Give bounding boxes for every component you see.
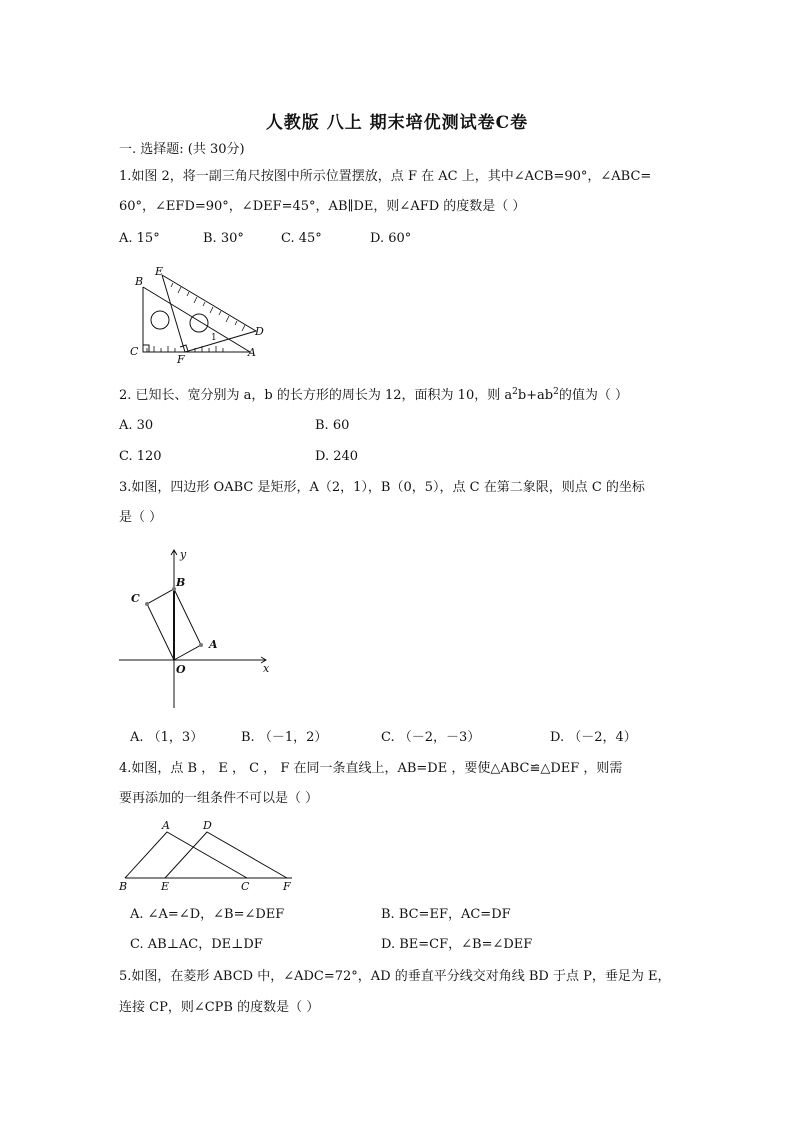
q3-label-y: y bbox=[180, 548, 187, 561]
q1-ruler-hole-right bbox=[190, 314, 208, 332]
q1-triangle-abc bbox=[143, 287, 250, 352]
q4-label-c: C bbox=[241, 880, 250, 893]
q1-option-a: A. 15° bbox=[119, 231, 160, 246]
q4-text-line2: 要再添加的一组条件不可以是（ ） bbox=[119, 791, 319, 806]
q4-option-c: C. AB⊥AC，DE⊥DF bbox=[130, 937, 263, 952]
q1-right-angle-c bbox=[143, 345, 149, 352]
q3-label-c: C bbox=[131, 592, 140, 605]
q4-option-d: D. BE=CF，∠B=∠DEF bbox=[381, 937, 533, 952]
q5-text-line2: 连接 CP，则∠CPB 的度数是（ ） bbox=[119, 1000, 320, 1015]
q1-label-a: A bbox=[248, 346, 256, 359]
q1-label-f: F bbox=[177, 353, 185, 366]
q4-label-d: D bbox=[203, 819, 212, 832]
q3-point-c bbox=[145, 602, 149, 606]
q2-text: 2. 已知长、宽分别为 a，b 的长方形的周长为 12，面积为 10，则 $a^2b+ab^2$的值为（ ） bbox=[119, 387, 629, 403]
q3-label-o: O bbox=[176, 663, 186, 676]
q4-figure bbox=[117, 818, 302, 893]
q4-option-b: B. BC=EF，AC=DF bbox=[381, 907, 511, 922]
q5-text-line1: 5.如图，在菱形 ABCD 中，∠ADC=72°，AD 的垂直平分线交对角线 BD 于点 P，垂足为 E， bbox=[119, 969, 671, 984]
q1-label-c: C bbox=[130, 345, 139, 358]
q4-label-b: B bbox=[119, 880, 128, 893]
section-heading: 一. 选择题: (共 30分) bbox=[119, 142, 245, 157]
q1-label-b: B bbox=[135, 275, 144, 288]
q1-figure bbox=[125, 265, 275, 365]
q3-option-d: D. （－2，4） bbox=[550, 730, 637, 745]
q3-option-b: B. （－1，2） bbox=[241, 730, 328, 745]
q4-text-line1: 4.如图，点 B ， E ， C ， F 在同一条直线上，AB=DE ，要使△ABC≌△DEF ，则需 bbox=[119, 761, 623, 776]
q2-option-c: C. 120 bbox=[119, 449, 162, 464]
q3-label-a: A bbox=[209, 638, 218, 651]
q3-text-line2: 是（ ） bbox=[119, 510, 163, 525]
q1-text-line2: 60°，∠EFD=90°，∠DEF=45°，AB∥DE，则∠AFD 的度数是（ ） bbox=[119, 199, 526, 214]
q3-option-c: C. （－2，－3） bbox=[381, 730, 481, 745]
q1-text-line1: 1.如图 2，将一副三角尺按图中所示位置摆放，点 F 在 AC 上，其中∠ACB=90°，∠ABC= bbox=[119, 169, 652, 184]
q3-label-b: B bbox=[176, 576, 186, 589]
q1-ruler-hole-left bbox=[151, 311, 169, 329]
q1-ruler-ticks bbox=[147, 283, 245, 352]
q3-point-a bbox=[199, 643, 203, 647]
q1-option-c: C. 45° bbox=[281, 231, 322, 246]
page-title: 人教版 八上 期末培优测试卷C卷 bbox=[265, 113, 529, 133]
q4-triangle-def bbox=[165, 832, 287, 878]
q1-label-d: D bbox=[255, 325, 264, 338]
q3-label-x: x bbox=[263, 662, 270, 675]
q1-option-b: B. 30° bbox=[203, 231, 244, 246]
q1-triangle-efd bbox=[162, 275, 256, 352]
q3-text-line1: 3.如图，四边形 OABC 是矩形，A（2，1），B（0，5），点 C 在第二象限，则点 C 的坐标 bbox=[119, 480, 645, 495]
q4-option-a: A. ∠A=∠D，∠B=∠DEF bbox=[130, 907, 285, 922]
q3-option-a: A. （1，3） bbox=[130, 730, 204, 745]
q1-label-e: E bbox=[155, 265, 164, 278]
q3-coordinate-figure bbox=[119, 548, 279, 713]
q1-option-d: D. 60° bbox=[370, 231, 412, 246]
q1-label-angle-1: 1 bbox=[211, 333, 217, 343]
q2-option-d: D. 240 bbox=[315, 449, 359, 464]
q4-label-e: E bbox=[161, 880, 170, 893]
q2-option-b: B. 60 bbox=[315, 418, 350, 433]
q4-label-f: F bbox=[283, 880, 291, 893]
q4-label-a: A bbox=[162, 819, 170, 832]
q2-option-a: A. 30 bbox=[119, 418, 154, 433]
